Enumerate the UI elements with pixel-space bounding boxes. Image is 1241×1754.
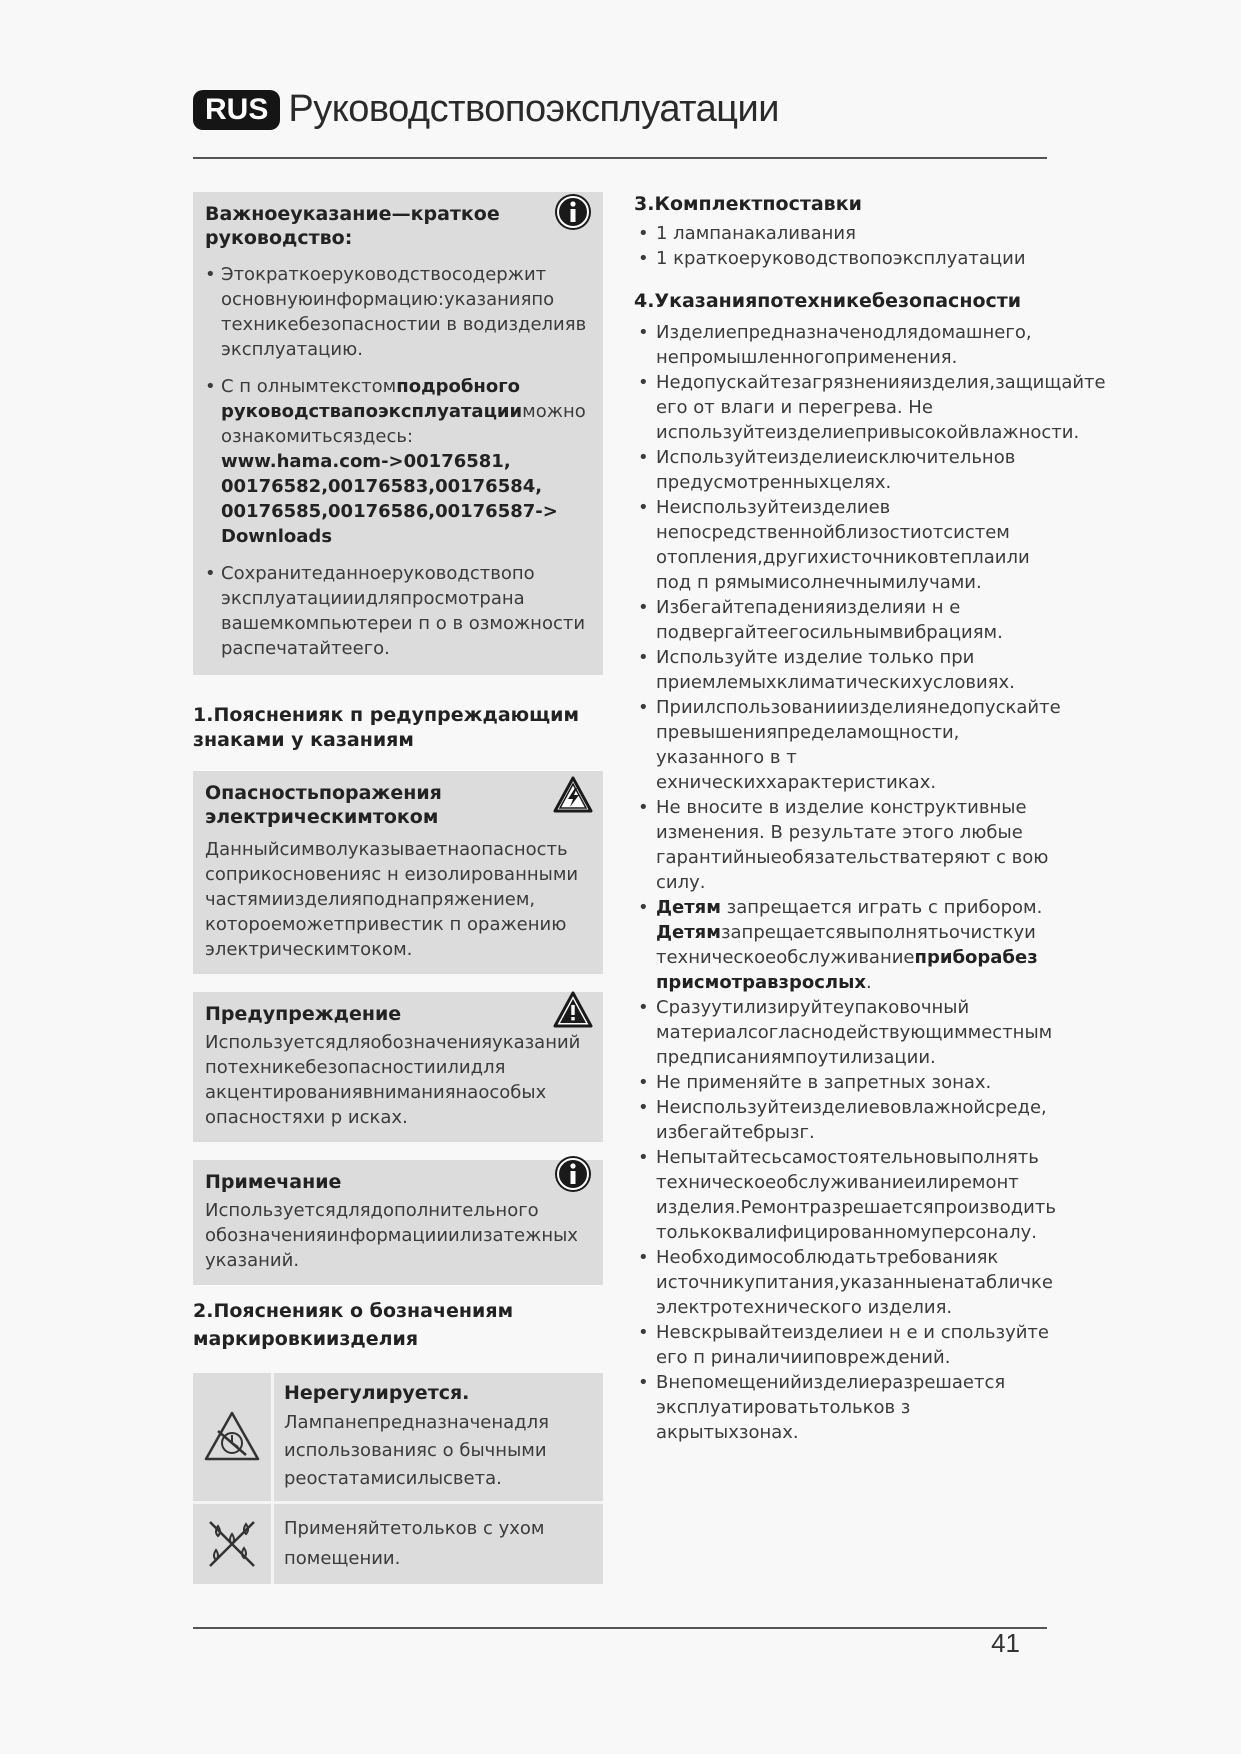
safety-item: • Неиспользуйтеизделиев непосредственнойблизостиотсистем отопления,другихисточниковтеплаили под п рямымисолнечнымилучами.: [634, 495, 1054, 595]
safety-item: • Внепомещенийизделиеразрешается эксплуатироватьтольков з акрытыхзонах.: [634, 1370, 1054, 1445]
safety-item: • Используйтеизделиеисключительнов предусмотренныхцелях.: [634, 445, 1054, 495]
page-title: Руководствопоэксплуатации: [288, 88, 780, 130]
page-header: [193, 88, 779, 131]
notice-item-pre: С п олнымтекстом: [221, 376, 397, 397]
notice-item-post: можно ознакомитьсяздесь:: [221, 401, 586, 447]
electric-hazard-icon: [553, 775, 593, 815]
notice-item: • Сохранитеданноеруководствопо эксплуатацииидляпросмотрана вашемкомпьютереи п о в озможности распечатайтеего.: [205, 561, 591, 661]
safety-item: • Неиспользуйтеизделиевовлажнойсреде, избегайтебрызг.: [634, 1095, 1054, 1145]
dry-location-icon: [204, 1516, 260, 1572]
marking-icon-cell: [193, 1373, 274, 1501]
safety-item: • Не применяйте в запретных зонах.: [634, 1070, 1054, 1095]
danger-title: Опасностьпоражения электрическимтоком: [205, 782, 442, 828]
marking-icon-cell: [193, 1504, 274, 1584]
marking-text-cell: [274, 1373, 603, 1501]
header-divider: [193, 157, 1047, 159]
safety-item: • Используйте изделие только при приемлемыхклиматическихусловиях.: [634, 645, 1054, 695]
no-dimmer-icon: [202, 1409, 262, 1465]
children-bold: приборабез присмотравзрослых: [656, 947, 1038, 993]
safety-item: • Не вносите в изделие конструктивные изменения. В результате этого любые гарантийныеобязательстватеряют с вою силу.: [634, 795, 1054, 895]
left-column: [193, 192, 603, 1584]
marking-text-cell: [274, 1504, 603, 1584]
marking-row: [193, 1504, 603, 1584]
info-icon: [553, 192, 593, 232]
right-column: [634, 192, 1106, 1445]
marking-title: Нерегулируется.: [284, 1382, 470, 1404]
notice-item-bold: подробного руководствапоэксплуатации: [221, 376, 523, 422]
marking-row: [193, 1373, 603, 1504]
note-box: [193, 1160, 603, 1285]
notice-title: Важноеуказание—краткое руководство:: [205, 203, 500, 249]
children-bold: Детям: [656, 922, 721, 943]
note-text: Используетсядлядополнительного обозначенияинформацииилизатежных указаний.: [205, 1200, 578, 1271]
children-bold: Детям: [656, 897, 721, 918]
safety-item: • Необходимособлюдатьтребованияк источникупитания,указанныенатабличке электротехнического изделия.: [634, 1245, 1054, 1320]
info-icon: [553, 1154, 593, 1194]
children-text: .: [866, 972, 872, 993]
section-1-heading: 1.Поясненияк п редупреждающим знаками у казаниям: [193, 704, 579, 751]
safety-item: • Избегайтепаденияизделияи н е подвергайтеегосильнымвибрациям.: [634, 595, 1054, 645]
safety-item-children: [634, 895, 1054, 995]
section-3-heading: 3.Комплектпоставки: [634, 193, 862, 215]
language-badge: RUS: [193, 90, 280, 130]
safety-item: • Непытайтесьсамостоятельновыполнять техническоеобслуживаниеилиремонт изделия.Ремонтразрешаетсяпроизводить толькоквалифицированномуперсоналу.: [634, 1145, 1054, 1245]
section-4-heading: 4.Указанияпотехникебезопасности: [634, 290, 1022, 312]
download-link[interactable]: www.hama.com->00176581, 00176582,00176583,00176584, 00176585,00176586,00176587-> Downloads: [221, 451, 558, 547]
danger-box: [193, 771, 603, 974]
safety-item: • Недопускайтезагрязненияизделия,защищайте его от влаги и перегрева. Не используйтеизделиепривысокойвлажности.: [634, 370, 1054, 445]
marking-table: [193, 1373, 603, 1584]
notice-item: [205, 374, 591, 549]
warning-icon: [553, 990, 593, 1030]
children-text: запрещаетсявыполнятьочисткуи техническоеобслуживание: [656, 922, 1036, 968]
marking-text: Применяйтетольков с ухом помещении.: [284, 1518, 545, 1569]
note-title: Примечание: [205, 1171, 342, 1193]
safety-item: • Изделиепредназначенодлядомашнего, непромышленногоприменения.: [634, 320, 1054, 370]
marking-text: Лампанепредназначенадля использованияс о бычными реостатамисилысвета.: [284, 1412, 549, 1489]
footer-divider: [193, 1627, 1047, 1629]
section-2-heading: 2.Поясненияк о бозначениям маркировкиизделия: [193, 1300, 514, 1350]
warning-text: Используетсядляобозначенияуказаний потехникебезопасностиилидля акцентированиявниманиянаособых опасностяхи р исках.: [205, 1032, 581, 1128]
page-number: 41: [991, 1628, 1020, 1658]
warning-title: Предупреждение: [205, 1003, 402, 1025]
notice-item: • Этократкоеруководствосодержит основнуюинформацию:указанияпо техникебезопасностии в водизделияв эксплуатацию.: [205, 262, 591, 362]
safety-item: • Сразуутилизируйтеупаковочный материалсогласнодействующимместным предписаниямпоутилизации.: [634, 995, 1054, 1070]
safety-item: • Невскрывайтеизделиеи н е и спользуйте его п риналичииповреждений.: [634, 1320, 1054, 1370]
children-text: запрещается играть с прибором.: [720, 897, 1043, 918]
notice-box: [193, 192, 603, 675]
package-item: • 1 краткоеруководствопоэксплуатации: [634, 246, 1054, 271]
package-item: • 1 лампанакаливания: [634, 221, 1054, 246]
safety-item: • Приилспользованииизделиянедопускайте превышенияпределамощности, указанного в т ехническиххарактеристиках.: [634, 695, 1054, 795]
warning-box: [193, 992, 603, 1142]
danger-text: Данныйсимволуказываетнаопасность соприкосновенияс н еизолированными частямиизделияподнапряжением, котороеможетпривестик п оражению электрическимтоком.: [205, 839, 579, 960]
